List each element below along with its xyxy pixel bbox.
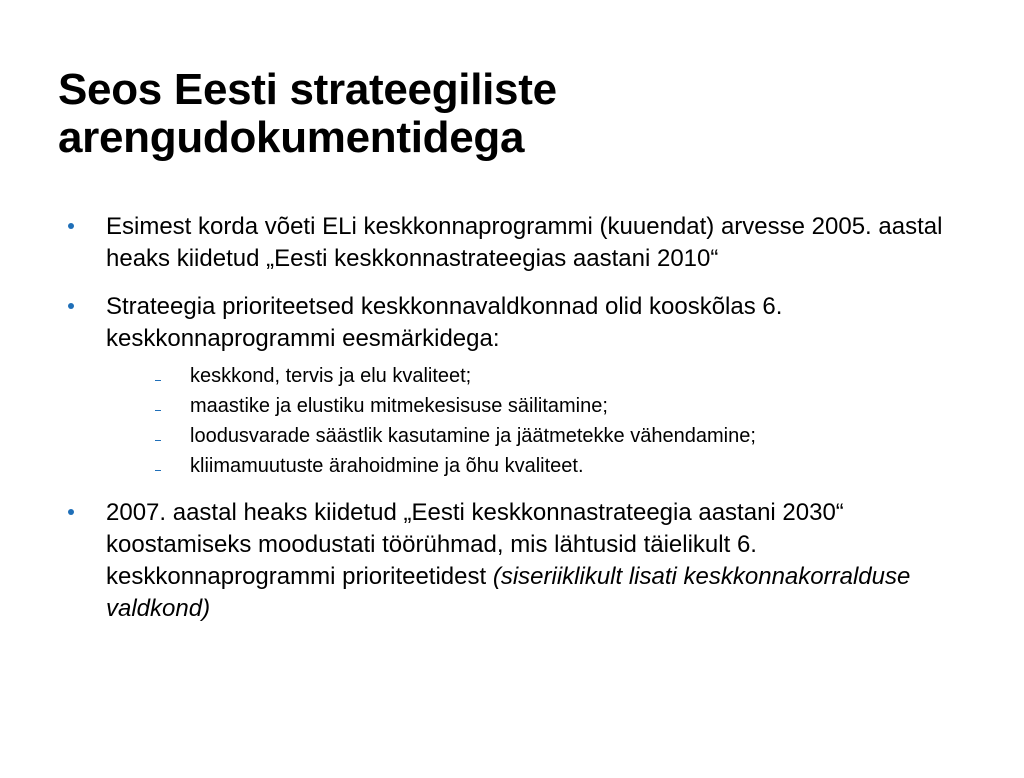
dash-bullet-icon xyxy=(155,470,161,471)
sub-item-text: maastike ja elustiku mitmekesisuse säilitamine; xyxy=(190,395,608,417)
bullet-text-normal: 2007. aastal heaks kiidetud „Eesti keskkonnastrateegia aastani 2030“ koostamiseks moodustati töörühmad, mis lähtusid täielikult 6. keskkonnaprogrammi prioriteetidest xyxy=(106,499,844,590)
dash-bullet-icon xyxy=(155,440,161,441)
sub-item-text: loodusvarade säästlik kasutamine ja jäätmetekke vähendamine; xyxy=(190,425,756,447)
slide-title-line-2: arengudokumentidega xyxy=(58,113,525,162)
dash-bullet-icon xyxy=(155,410,161,411)
sub-list-container xyxy=(0,361,1024,481)
bullet-item-1 xyxy=(0,211,1024,275)
sub-item-text: kliimamuutuste ärahoidmine ja õhu kvaliteet. xyxy=(190,455,584,477)
sub-item-3 xyxy=(0,421,1024,451)
bullet-list xyxy=(0,211,1024,641)
dash-bullet-icon xyxy=(155,380,161,381)
bullet-item-3 xyxy=(0,497,1024,625)
slide-title-line-1: Seos Eesti strateegiliste xyxy=(58,65,557,114)
bullet-text: Strateegia prioriteetsed keskkonnavaldkonnad olid kooskõlas 6. keskkonnaprogrammi eesmärkidega: xyxy=(106,293,783,352)
bullet-item-2 xyxy=(0,291,1024,355)
bullet-text: Esimest korda võeti ELi keskkonnaprogrammi (kuuendat) arvesse 2005. aastal heaks kiidetud „Eesti keskkonnastrateegias aastani 2010“ xyxy=(106,213,943,272)
sub-list xyxy=(0,361,1024,481)
sub-item-4 xyxy=(0,451,1024,481)
sub-item-1 xyxy=(0,361,1024,391)
bullet-text-italic: (siseriiklikult lisati keskkonnakorralduse valdkond) xyxy=(106,563,911,622)
bullet-text xyxy=(106,497,964,625)
bullet-dot-icon xyxy=(68,509,74,515)
sub-item-text: keskkond, tervis ja elu kvaliteet; xyxy=(190,365,472,387)
slide-title xyxy=(58,66,958,162)
sub-item-2 xyxy=(0,391,1024,421)
bullet-dot-icon xyxy=(68,223,74,229)
bullet-dot-icon xyxy=(68,303,74,309)
